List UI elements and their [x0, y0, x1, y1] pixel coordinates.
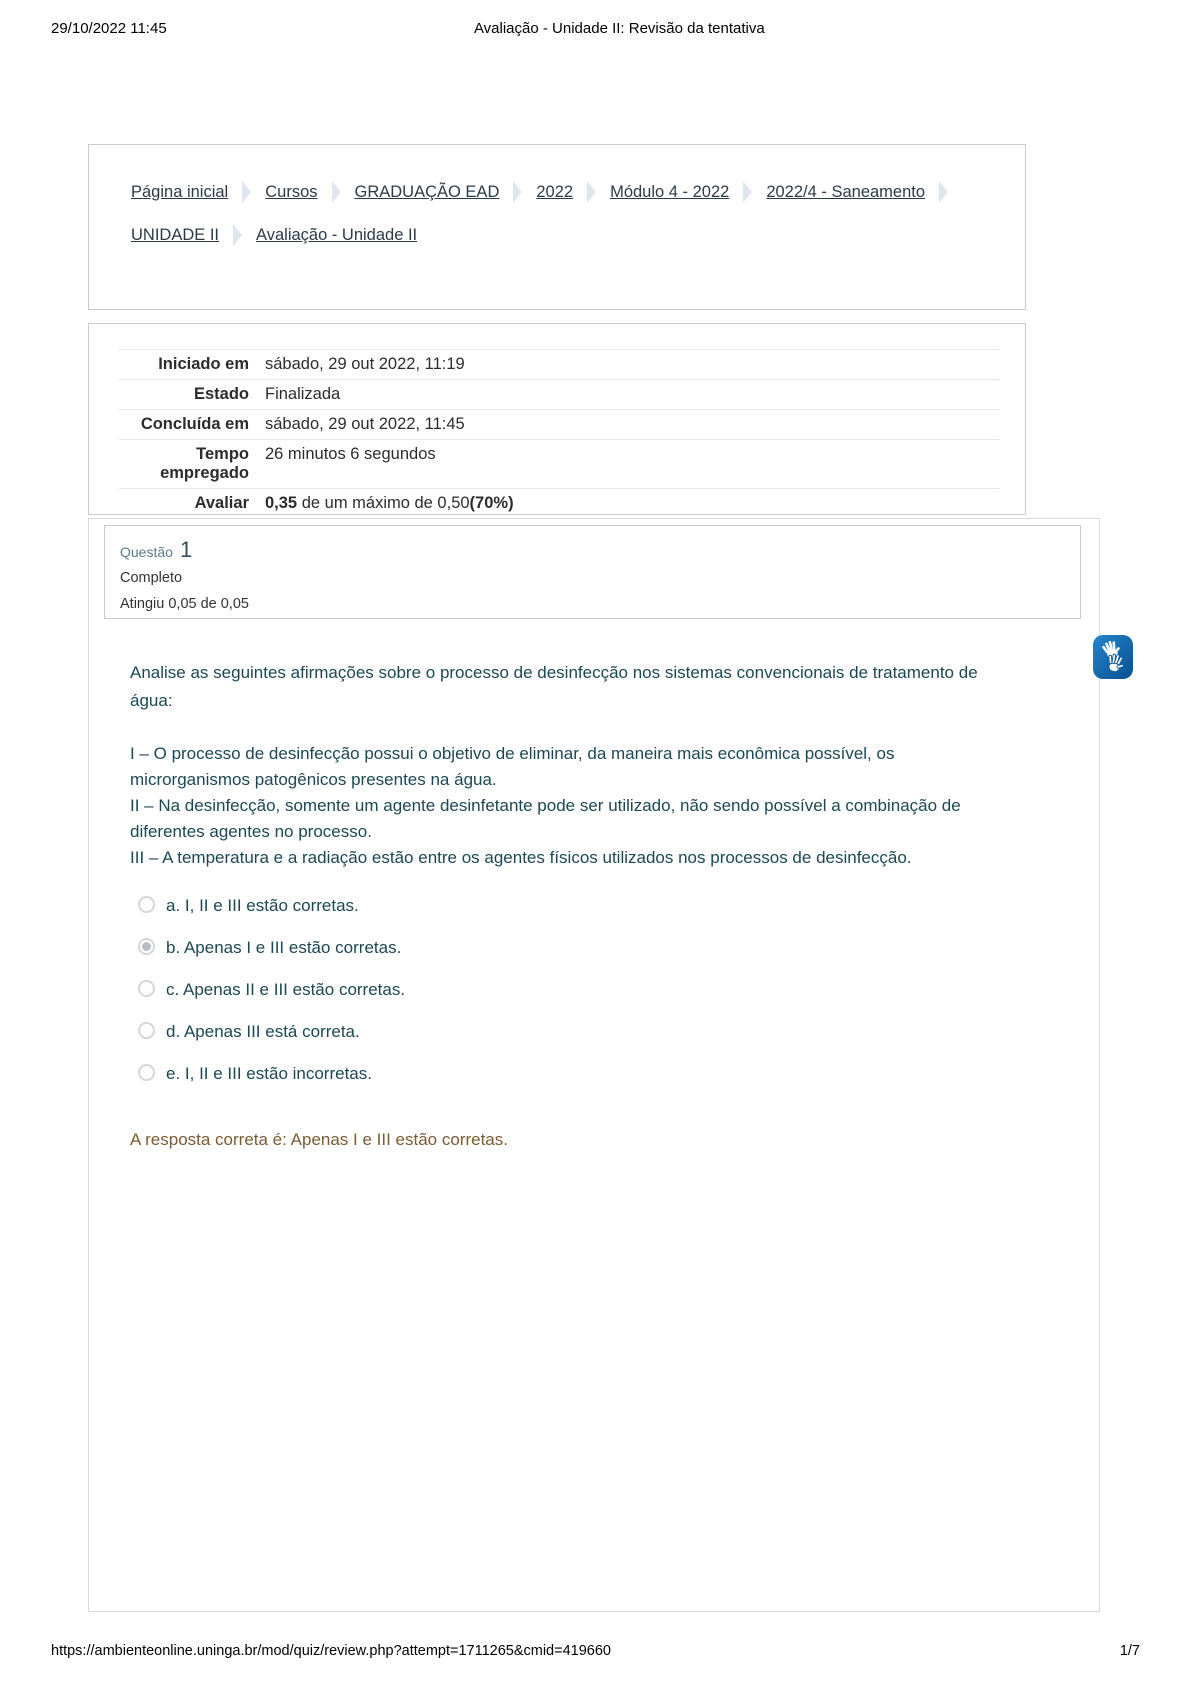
summary-row-label: Iniciado em: [158, 355, 249, 373]
attempt-summary-table: [119, 349, 1025, 518]
radio-button[interactable]: [138, 1022, 155, 1039]
print-header-datetime: 29/10/2022 11:45: [51, 20, 167, 37]
answer-option-text: e. I, II e III estão incorretas.: [166, 1064, 372, 1083]
answer-option-text: d. Apenas III está correta.: [166, 1022, 360, 1041]
question-region: [88, 518, 1100, 1612]
summary-value-part: sábado, 29 out 2022, 11:19: [265, 355, 465, 373]
radio-button[interactable]: [138, 938, 155, 955]
correct-answer-text: A resposta correta é: Apenas I e III estão corretas.: [130, 1130, 508, 1149]
answer-option: [130, 895, 1002, 917]
chevron-right-icon: [513, 181, 522, 203]
breadcrumb-link[interactable]: GRADUAÇÃO EAD: [354, 182, 500, 201]
radio-button[interactable]: [138, 1064, 155, 1081]
summary-row-value: [265, 494, 514, 513]
question-content: [130, 619, 1002, 1150]
answer-option: [130, 937, 1002, 959]
summary-row-value: [265, 355, 465, 374]
question-number: [120, 537, 1080, 563]
summary-row-label: Tempo empregado: [160, 445, 249, 482]
breadcrumb-card: [88, 144, 1026, 310]
radio-button[interactable]: [138, 980, 155, 997]
radio-button[interactable]: [138, 896, 155, 913]
summary-value-part: 0,35: [265, 494, 298, 512]
question-grade: Atingiu 0,05 de 0,05: [120, 596, 249, 612]
summary-row-label: Concluída em: [140, 415, 249, 433]
question-number-value: 1: [179, 537, 193, 562]
chevron-right-icon: [242, 181, 251, 203]
summary-value-part: Finalizada: [265, 385, 341, 403]
question-intro-text: Analise as seguintes afirmações sobre o processo de desinfecção nos sistemas convencionais de tratamento de água:: [130, 663, 978, 710]
sign-language-accessibility-button[interactable]: [1093, 635, 1133, 679]
breadcrumb-link[interactable]: Módulo 4 - 2022: [610, 182, 730, 201]
summary-row-value: [265, 445, 436, 483]
summary-row: [119, 379, 999, 409]
question-info-box: [104, 525, 1081, 619]
summary-row: [119, 349, 999, 379]
breadcrumb-row-1: [131, 181, 1025, 203]
breadcrumb-link[interactable]: UNIDADE II: [131, 225, 220, 244]
summary-row-label: Estado: [193, 385, 249, 403]
chevron-right-icon: [332, 181, 341, 203]
summary-row-label: Avaliar: [194, 494, 249, 512]
print-footer-page-number: 1/7: [1119, 1643, 1140, 1659]
breadcrumb-link[interactable]: 2022: [536, 182, 574, 201]
chevron-right-icon: [743, 181, 752, 203]
question-number-label: Questão: [120, 544, 173, 560]
breadcrumb-link[interactable]: Cursos: [265, 182, 318, 201]
question-status: Completo: [120, 570, 183, 586]
chevron-right-icon: [233, 224, 242, 246]
print-header-title: Avaliação - Unidade II: Revisão da tentativa: [473, 20, 765, 37]
chevron-right-icon: [939, 181, 948, 203]
question-statements: [130, 741, 1002, 871]
summary-value-part: sábado, 29 out 2022, 11:45: [265, 415, 465, 433]
statement-line: I – O processo de desinfecção possui o objetivo de eliminar, da maneira mais econômica possível, os microrganismos patogênicos presentes na água.: [130, 744, 895, 789]
breadcrumb-link[interactable]: Página inicial: [131, 182, 229, 201]
breadcrumb-link[interactable]: Avaliação - Unidade II: [256, 225, 418, 244]
print-footer-url: https://ambienteonline.uninga.br/mod/quiz/review.php?attempt=1711265&cmid=419660: [51, 1643, 611, 1659]
summary-value-part: 26 minutos 6 segundos: [265, 445, 436, 463]
summary-row: [119, 409, 999, 439]
answer-option: [130, 1063, 1002, 1085]
summary-row: [119, 439, 999, 488]
attempt-summary-card: [88, 323, 1026, 515]
statement-line: II – Na desinfecção, somente um agente desinfetante pode ser utilizado, não sendo possível a combinação de diferentes agentes no processo.: [130, 796, 961, 841]
statement-line: III – A temperatura e a radiação estão entre os agentes físicos utilizados nos processos de desinfecção.: [130, 848, 912, 867]
answer-option-text: a. I, II e III estão corretas.: [166, 896, 359, 915]
answer-option: [130, 979, 1002, 1001]
summary-value-part: de um máximo de 0,50: [297, 494, 470, 512]
breadcrumb-link[interactable]: 2022/4 - Saneamento: [766, 182, 926, 201]
answer-option: [130, 1021, 1002, 1043]
sign-language-hands-icon: [1093, 635, 1133, 679]
breadcrumb-row-2: [131, 224, 1025, 246]
answer-options: [130, 895, 1002, 1085]
answer-option-text: c. Apenas II e III estão corretas.: [166, 980, 406, 999]
summary-row-value: [265, 385, 340, 404]
chevron-right-icon: [587, 181, 596, 203]
answer-option-text: b. Apenas I e III estão corretas.: [166, 938, 402, 957]
summary-row: [119, 488, 999, 518]
summary-value-part: (70%): [469, 494, 514, 512]
summary-row-value: [265, 415, 465, 434]
